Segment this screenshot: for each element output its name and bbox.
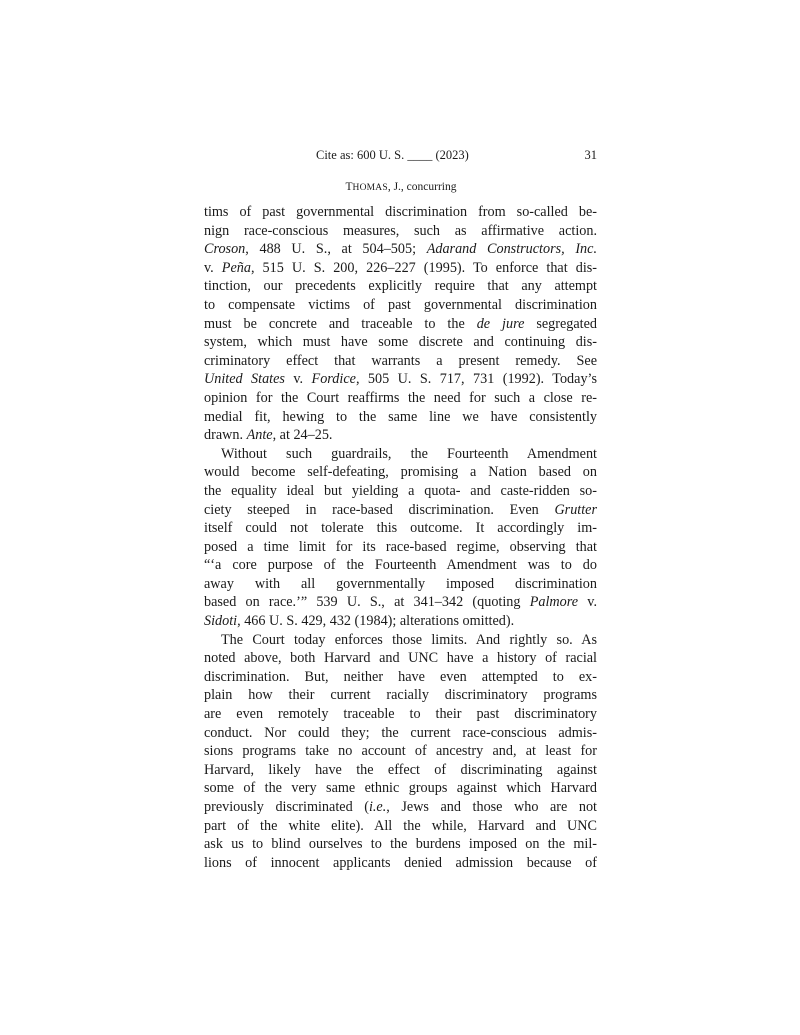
- text-line: ciety steeped in race-based discrimination. Even Grutter: [204, 501, 597, 518]
- text-line: Without such guardrails, the Fourteenth Amendment: [221, 445, 597, 462]
- running-head-smallcaps: HOMAS: [352, 183, 388, 193]
- italic-text: Sidoti: [204, 613, 238, 630]
- italic-text: i.e.: [368, 799, 387, 815]
- text-line: to compensate victims of past governmental discrimination: [204, 296, 597, 313]
- italic-text: Croson: [204, 241, 246, 258]
- opinion-body: [204, 203, 597, 872]
- italic-text: Peña: [221, 259, 251, 276]
- text-line: medial fit, hewing to the same line we have consistently: [204, 408, 597, 425]
- text-line: must be concrete and traceable to the de jure segregated: [204, 315, 597, 332]
- text-line: drawn. Ante, at 24–25.: [204, 427, 333, 444]
- italic-text: Adarand Constructors, Inc.: [426, 241, 597, 258]
- text-line: criminatory effect that warrants a present remedy. See: [204, 352, 597, 369]
- italic-text: Palmore: [529, 594, 579, 611]
- text-line: opinion for the Court reaffirms the need for such a close re-: [204, 389, 597, 406]
- text-line: would become self-defeating, promising a Nation based on: [204, 464, 597, 481]
- running-head-rest: , J., concurring: [387, 181, 457, 193]
- text-line: United States v. Fordice, 505 U. S. 717, 731 (1992). Today’s: [204, 371, 597, 388]
- text-line: Harvard, likely have the effect of discriminating against: [204, 761, 597, 778]
- text-line: plain how their current racially discriminatory programs: [204, 687, 597, 704]
- text-line: ask us to blind ourselves to the burdens imposed on the mil-: [204, 836, 597, 853]
- italic-text: de jure: [476, 315, 525, 332]
- text-line: Croson, 488 U. S., at 504–505; Adarand Constructors, Inc.: [204, 241, 597, 258]
- italic-text: United States: [204, 371, 285, 388]
- text-line: previously discriminated (i.e., Jews and those who are not: [204, 799, 597, 815]
- text-line: noted above, both Harvard and UNC have a history of racial: [204, 650, 597, 667]
- text-line: posed a time limit for its race-based regime, observing that: [204, 538, 597, 555]
- text-line: some of the very same ethnic groups against which Harvard: [204, 780, 597, 797]
- text-line: away with all governmentally imposed discrimination: [204, 575, 597, 592]
- text-line: lions of innocent applicants denied admission because of: [204, 854, 597, 871]
- italic-text: Fordice: [311, 371, 356, 388]
- text-line: itself could not tolerate this outcome. It accordingly im-: [204, 520, 597, 537]
- text-line: v. Peña, 515 U. S. 200, 226–227 (1995). To enforce that dis-: [204, 259, 598, 276]
- running-head-initial: T: [345, 181, 353, 193]
- text-line: system, which must have some discrete and continuing dis-: [204, 334, 597, 351]
- text-line: discrimination. But, neither have even attempted to ex-: [204, 668, 597, 685]
- text-line: are even remotely traceable to their past discriminatory: [204, 706, 597, 723]
- text-line: tinction, our precedents explicitly require that any attempt: [204, 278, 597, 295]
- text-line: part of the white elite). All the while, Harvard and UNC: [204, 817, 597, 834]
- page-header: [205, 148, 597, 164]
- text-line: “‘a core purpose of the Fourteenth Amendment was to do: [204, 557, 597, 574]
- citation: Cite as: 600 U. S. ____ (2023): [316, 148, 469, 162]
- italic-text: Ante: [246, 427, 273, 444]
- text-line: based on race.’” 539 U. S., at 341–342 (quoting Palmore v.: [204, 594, 597, 611]
- running-head: [205, 181, 597, 193]
- italic-text: Grutter: [554, 501, 597, 518]
- text-line: The Court today enforces those limits. And rightly so. As: [221, 631, 597, 648]
- text-line: Sidoti, 466 U. S. 429, 432 (1984); alterations omitted).: [204, 613, 515, 630]
- text-line: the equality ideal but yielding a quota- and caste-ridden so-: [204, 482, 597, 499]
- page-number: 31: [584, 148, 597, 162]
- text-line: tims of past governmental discrimination from so-called be-: [204, 204, 597, 220]
- text-line: nign race-conscious measures, such as affirmative action.: [204, 222, 597, 239]
- text-line: conduct. Nor could they; the current race-conscious admis-: [204, 724, 597, 741]
- text-line: sions programs take no account of ancestry and, at least for: [204, 743, 597, 760]
